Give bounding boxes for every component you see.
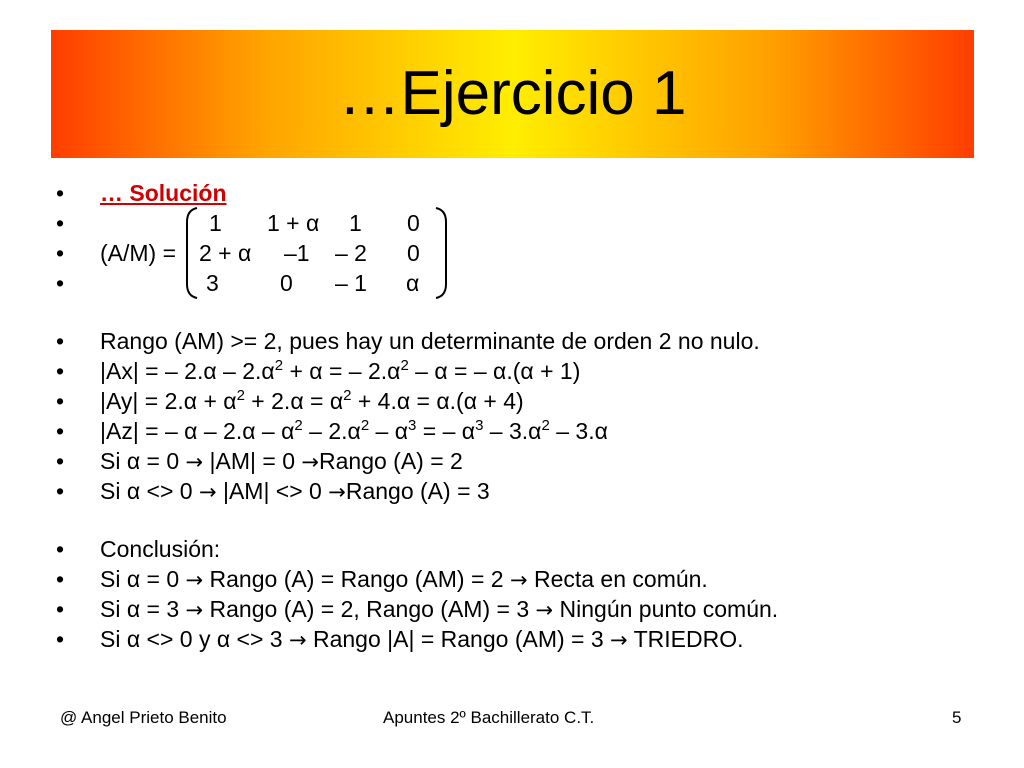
conclusion-3: Si α <> 0 y α <> 3 → Rango |A| = Rango (AM) = 3 → TRIEDRO. [100,626,744,652]
case-alpha-zero: Si α = 0 → |AM| = 0 →Rango (A) = 2 [100,448,463,474]
arrow-icon: → [301,450,319,474]
footer-author: @ Angel Prieto Benito [60,708,227,727]
slide-title: …Ejercicio 1 [338,59,687,128]
bullet-marker: • [56,478,65,504]
case-alpha-nonzero: Si α <> 0 → |AM| <> 0 →Rango (A) = 3 [100,478,490,504]
matrix-cell: 1 [349,210,362,236]
arrow-icon: → [288,628,307,652]
bullet-case-alpha-nonzero [56,476,996,506]
matrix-cell: – 1 [335,270,367,296]
ax-equation: |Ax| = – $2.\alpha - 2.\alpha^2 + \alpha$ = – $2.\alpha^2$ – α = – α.(α + 1) [100,357,581,384]
bullet-marker: • [56,388,65,414]
bullet-marker: • [56,328,65,354]
bullet-solution [56,178,996,208]
bullet-marker: • [56,448,65,474]
bullet-case-alpha-zero [56,446,996,476]
bullet-marker: • [56,536,65,562]
bullet-conclusion-3 [56,624,996,654]
matrix-cell: 2 + α [199,240,252,266]
matrix-cell: 3 [206,270,219,296]
matrix-right-bracket [434,206,450,300]
conclusion-2: Si α = 3 → Rango (A) = 2, Rango (AM) = 3 → Ningún punto común. [100,596,779,622]
az-equation: |Az| = – α – $2.\alpha - \alpha^2 - 2.\alpha^2 - \alpha^3$ = – $\alpha^3 - 3.\alpha^2 - 3.\alpha$ [100,417,608,444]
bullet-marker: • [56,180,65,206]
bullet-marker: • [56,270,65,296]
bullet-marker: • [56,596,65,622]
ay-equation: $|Ay| = 2.\alpha + \alpha^2 + 2.\alpha = \alpha^2 + 4.\alpha = \alpha.(\alpha + 4)$ [100,387,524,414]
matrix-cell: 1 + α [267,210,320,236]
arrow-icon: → [328,480,346,504]
bullet-marker: • [56,240,65,266]
bullet-conclusion-2 [56,594,996,624]
arrow-icon: → [185,598,204,622]
rank-statement: Rango (AM) >= 2, pues hay un determinante de orden 2 no nulo. [100,328,760,354]
bullet-marker: • [56,418,65,444]
matrix-cell: α [406,270,420,296]
bullet-conclusion-1 [56,564,996,594]
arrow-icon: → [185,450,204,474]
bullet-ax [56,356,996,386]
bullet-marker: • [56,566,65,592]
matrix-cell: 0 [407,210,420,236]
matrix-cell: 1 [209,210,222,236]
matrix-left-bracket [183,206,199,300]
arrow-icon: → [509,568,528,592]
title-banner [51,30,974,158]
bullet-marker: • [56,626,65,652]
conclusion-heading: Conclusión: [100,536,221,562]
bullet-ay [56,386,996,416]
bullet-marker: • [56,358,65,384]
matrix-cell: 0 [280,270,293,296]
footer-page-number: 5 [952,708,962,727]
bullet-conclusion [56,534,996,564]
conclusion-1: Si α = 0 → Rango (A) = Rango (AM) = 2 → Recta en común. [100,566,708,592]
bullet-marker: • [56,210,65,236]
arrow-icon: → [198,480,217,504]
arrow-icon: → [535,598,554,622]
matrix-cell: – 2 [335,240,367,266]
matrix-label: (A/M) = [100,240,177,266]
footer-course: Apuntes 2º Bachillerato C.T. [383,708,595,727]
bullet-az [56,416,996,446]
solution-heading: … Solución [100,180,227,206]
arrow-icon: → [185,568,204,592]
arrow-icon: → [610,628,628,652]
bullet-rank [56,326,996,356]
matrix-cell: 0 [407,240,420,266]
matrix-cell: –1 [284,240,310,266]
